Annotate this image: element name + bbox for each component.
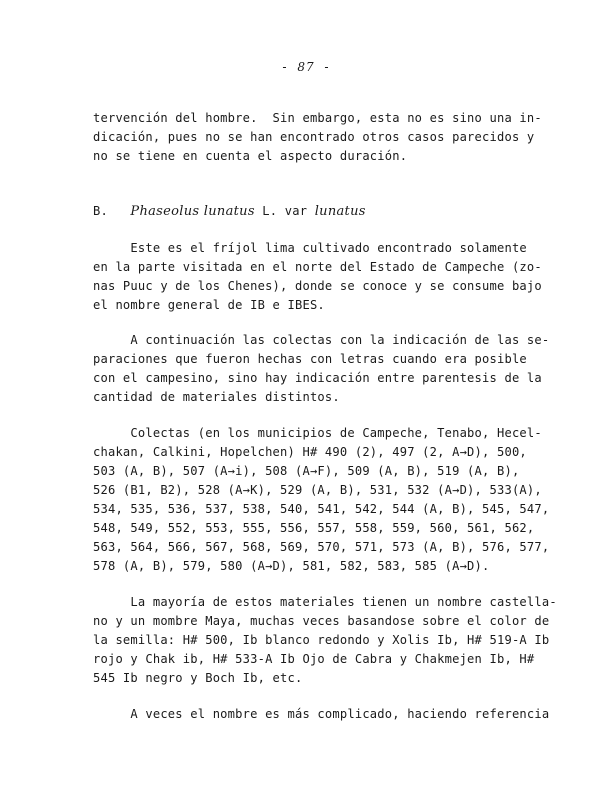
para1-line-3: no se tiene en cuenta el aspecto duración. bbox=[93, 149, 408, 163]
para4-line-2: chakan, Calkini, Hopelchen) H# 490 (2), 497 (2, A→D), 500, bbox=[93, 445, 527, 459]
page-number bbox=[0, 60, 612, 74]
para3-line-1: A continuación las colectas con la indicación de las se- bbox=[93, 333, 550, 347]
section-letter: B. bbox=[93, 204, 131, 218]
para4-line-6: 548, 549, 552, 553, 555, 556, 557, 558, 559, 560, 561, 562, bbox=[93, 521, 535, 535]
para5-line-4: rojo y Chak ib, H# 533-A Ib Ojo de Cabra y Chakmejen Ib, H# bbox=[93, 652, 535, 666]
para4-line-7: 563, 564, 566, 567, 568, 569, 570, 571, 573 (A, B), 576, 577, bbox=[93, 540, 550, 554]
para5-line-1: La mayoría de estos materiales tienen un nombre castella- bbox=[93, 595, 557, 609]
page-number-prefix: - bbox=[280, 60, 298, 74]
variety-name: lunatus bbox=[314, 204, 366, 219]
species-name: Phaseolus lunatus bbox=[130, 204, 255, 219]
para2-line-4: el nombre general de IB e IBES. bbox=[93, 298, 325, 312]
para6-line-1: A veces el nombre es más complicado, haciendo referencia bbox=[93, 707, 550, 721]
para5-line-5: 545 Ib negro y Boch Ib, etc. bbox=[93, 671, 303, 685]
para1-line-1: tervención del hombre. Sin embargo, esta no es sino una in- bbox=[93, 111, 542, 125]
para4-line-5: 534, 535, 536, 537, 538, 540, 541, 542, 544 (A, B), 545, 547, bbox=[93, 502, 550, 516]
para4-line-4: 526 (B1, B2), 528 (A→K), 529 (A, B), 531, 532 (A→D), 533(A), bbox=[93, 483, 542, 497]
para3-line-2: paraciones que fueron hechas con letras cuando era posible bbox=[93, 352, 527, 366]
section-heading bbox=[93, 204, 366, 219]
para4-line-3: 503 (A, B), 507 (A→i), 508 (A→F), 509 (A, B), 519 (A, B), bbox=[93, 464, 520, 478]
para2-line-1: Este es el fríjol lima cultivado encontrado solamente bbox=[93, 241, 527, 255]
para5-line-3: la semilla: H# 500, Ib blanco redondo y Xolis Ib, H# 519-A Ib bbox=[93, 633, 550, 647]
page-number-value: 87 bbox=[297, 60, 315, 74]
para4-line-1: Colectas (en los municipios de Campeche, Tenabo, Hecel- bbox=[93, 426, 542, 440]
var-text: L. var bbox=[254, 204, 315, 218]
para2-line-2: en la parte visitada en el norte del Estado de Campeche (zo- bbox=[93, 260, 542, 274]
para2-line-3: nas Puuc y de los Chenes), donde se conoce y se consume bajo bbox=[93, 279, 542, 293]
para3-line-3: con el campesino, sino hay indicación entre parentesis de la bbox=[93, 371, 542, 385]
para1-line-2: dicación, pues no se han encontrado otros casos parecidos y bbox=[93, 130, 535, 144]
para4-line-8: 578 (A, B), 579, 580 (A→D), 581, 582, 583, 585 (A→D). bbox=[93, 559, 490, 573]
para5-line-2: no y un mombre Maya, muchas veces basandose sobre el color de bbox=[93, 614, 550, 628]
page-number-suffix: - bbox=[314, 60, 332, 74]
para3-line-4: cantidad de materiales distintos. bbox=[93, 390, 340, 404]
